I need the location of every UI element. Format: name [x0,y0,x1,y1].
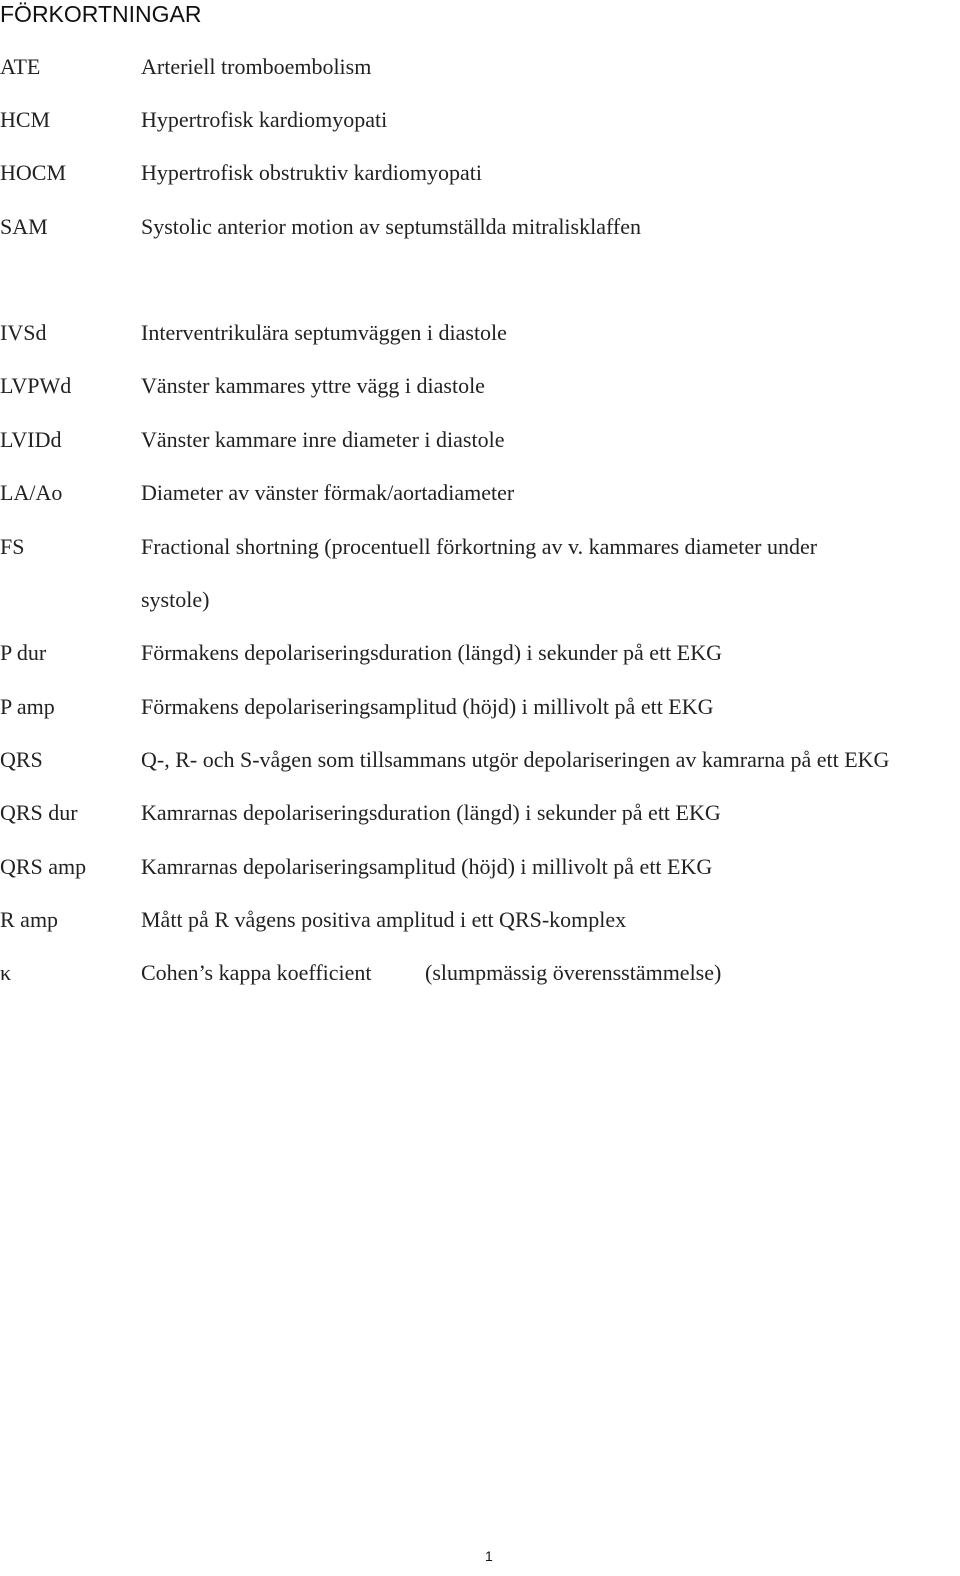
abbreviation: P amp [0,694,55,719]
abbreviation: LA/Ao [0,480,63,505]
definition: Förmakens depolariseringsamplitud (höjd) i millivolt på ett EKG [141,694,714,719]
abbreviation: κ [0,960,12,985]
page-heading: FÖRKORTNINGAR [0,1,202,27]
page-number: 1 [485,1548,493,1564]
abbreviation-row [0,425,960,455]
definition: Hypertrofisk obstruktiv kardiomyopati [141,160,482,185]
definition: Cohen’s kappa koefficient [141,960,372,985]
abbreviation-row [0,52,960,82]
definition: Hypertrofisk kardiomyopati [141,107,388,132]
abbreviation: LVIDd [0,427,62,452]
abbreviation-row [0,745,960,775]
abbreviation-row [0,852,960,882]
abbreviation: QRS [0,747,43,772]
definition-continuation: systole) [141,587,210,612]
abbreviation: HCM [0,107,51,132]
definition-note: (slumpmässig överensstämmelse) [425,960,722,985]
abbreviation-row [0,532,960,562]
abbreviation-row [0,478,960,508]
abbreviation-row [0,318,960,348]
definition: Kamrarnas depolariseringsamplitud (höjd) i millivolt på ett EKG [141,854,713,879]
abbreviation-row [0,798,960,828]
abbreviation-row [0,905,960,935]
definition: Fractional shortning (procentuell förkortning av v. kammares diameter under [141,534,818,559]
abbreviation: ATE [0,54,41,79]
definition: Vänster kammare inre diameter i diastole [141,427,505,452]
abbreviation-row [0,958,960,988]
abbreviation: P dur [0,640,47,665]
abbreviation: SAM [0,214,48,239]
abbreviation-row [0,692,960,722]
abbreviation: FS [0,534,25,559]
abbreviation: HOCM [0,160,67,185]
definition: Vänster kammares yttre vägg i diastole [141,373,485,398]
abbreviation: IVSd [0,320,47,345]
definition: Mått på R vågens positiva amplitud i ett QRS-komplex [141,907,627,932]
definition: Diameter av vänster förmak/aortadiameter [141,480,515,505]
definition: Systolic anterior motion av septumställda mitralisklaffen [141,214,641,239]
definition: Kamrarnas depolariseringsduration (längd) i sekunder på ett EKG [141,800,721,825]
abbreviation-row [0,158,960,188]
abbreviation-row [0,371,960,401]
abbreviation-row [0,638,960,668]
abbreviation: R amp [0,907,59,932]
abbreviation: QRS amp [0,854,87,879]
definition: Arteriell tromboembolism [141,54,372,79]
abbreviation: LVPWd [0,373,72,398]
abbreviation-row [0,105,960,135]
definition: Q-, R- och S-vågen som tillsammans utgör depolariseringen av kamrarna på ett EKG [141,747,890,772]
abbreviation-row [0,212,960,242]
definition: Interventrikulära septumväggen i diastole [141,320,507,345]
abbreviation: QRS dur [0,800,78,825]
definition: Förmakens depolariseringsduration (längd) i sekunder på ett EKG [141,640,723,665]
